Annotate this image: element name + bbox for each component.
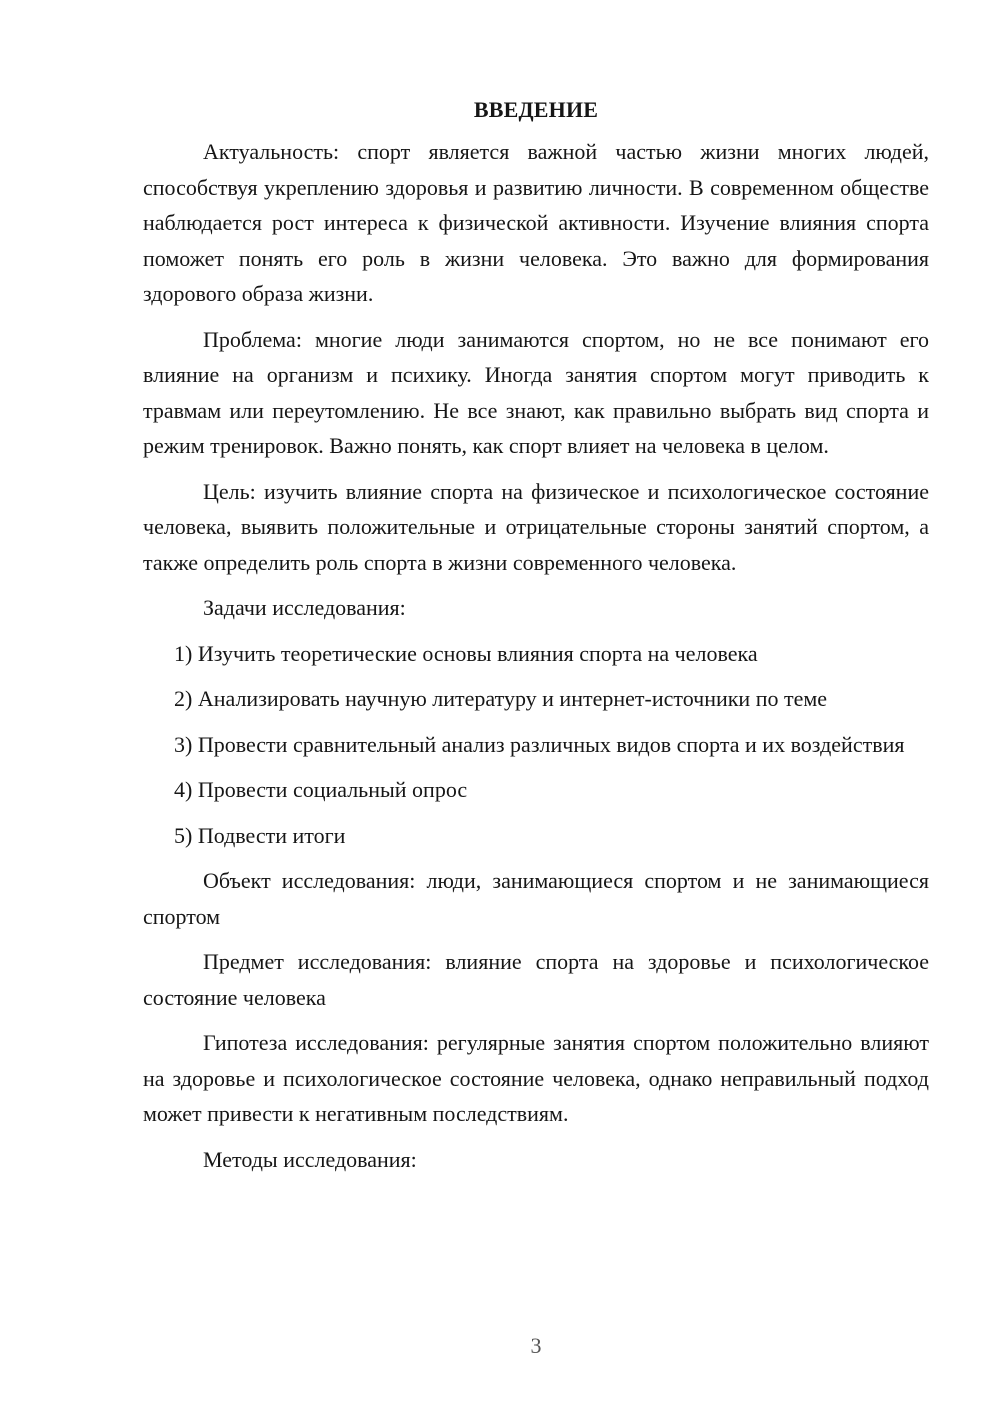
paragraph-subject: Предмет исследования: влияние спорта на здоровье и психологическое состояние человека bbox=[143, 949, 929, 1010]
paragraph-object: Объект исследования: люди, занимающиеся спортом и не занимающиеся спортом bbox=[143, 868, 929, 929]
document-page bbox=[143, 92, 929, 1187]
tasks-heading: Задачи исследования: bbox=[203, 595, 406, 620]
list-item: 1) Изучить теоретические основы влияния спорта на человека bbox=[174, 640, 758, 666]
document-title: ВВЕДЕНИЕ bbox=[473, 97, 599, 122]
list-item: 5) Подвести итоги bbox=[174, 822, 346, 848]
paragraph-problem: Проблема: многие люди занимаются спортом, но не все понимают его влияние на организм и психику. Иногда занятия спортом могут приводить к травмам или переутомлению. Не все знают, как правильно выбрать вид спорта и режим тренировок. Важно понять, как спорт влияет на человека в целом. bbox=[143, 326, 929, 458]
methods-heading: Методы исследования: bbox=[203, 1146, 417, 1172]
tasks-list bbox=[143, 636, 929, 854]
paragraph-relevance: Актуальность: спорт является важной частью жизни многих людей, способствуя укреплению здоровья и развитию личности. В современном обществе наблюдается рост интереса к физической активности. Изучение влияния спорта поможет понять его роль в жизни человека. Это важно для формирования здорового образа жизни. bbox=[143, 139, 929, 306]
list-item: 4) Провести социальный опрос bbox=[174, 777, 468, 802]
list-item: 3) Провести сравнительный анализ различных видов спорта и их воздействия bbox=[174, 731, 905, 757]
page-number: 3 bbox=[530, 1333, 542, 1358]
paragraph-goal: Цель: изучить влияние спорта на физическое и психологическое состояние человека, выявить положительные и отрицательные стороны занятий спортом, а также определить роль спорта в жизни современного человека. bbox=[143, 478, 929, 575]
list-item: 2) Анализировать научную литературу и интернет-источники по теме bbox=[174, 686, 828, 711]
paragraph-hypothesis: Гипотеза исследования: регулярные занятия спортом положительно влияют на здоровье и психологическое состояние человека, однако неправильный подход может привести к негативным последствиям. bbox=[143, 1030, 929, 1126]
